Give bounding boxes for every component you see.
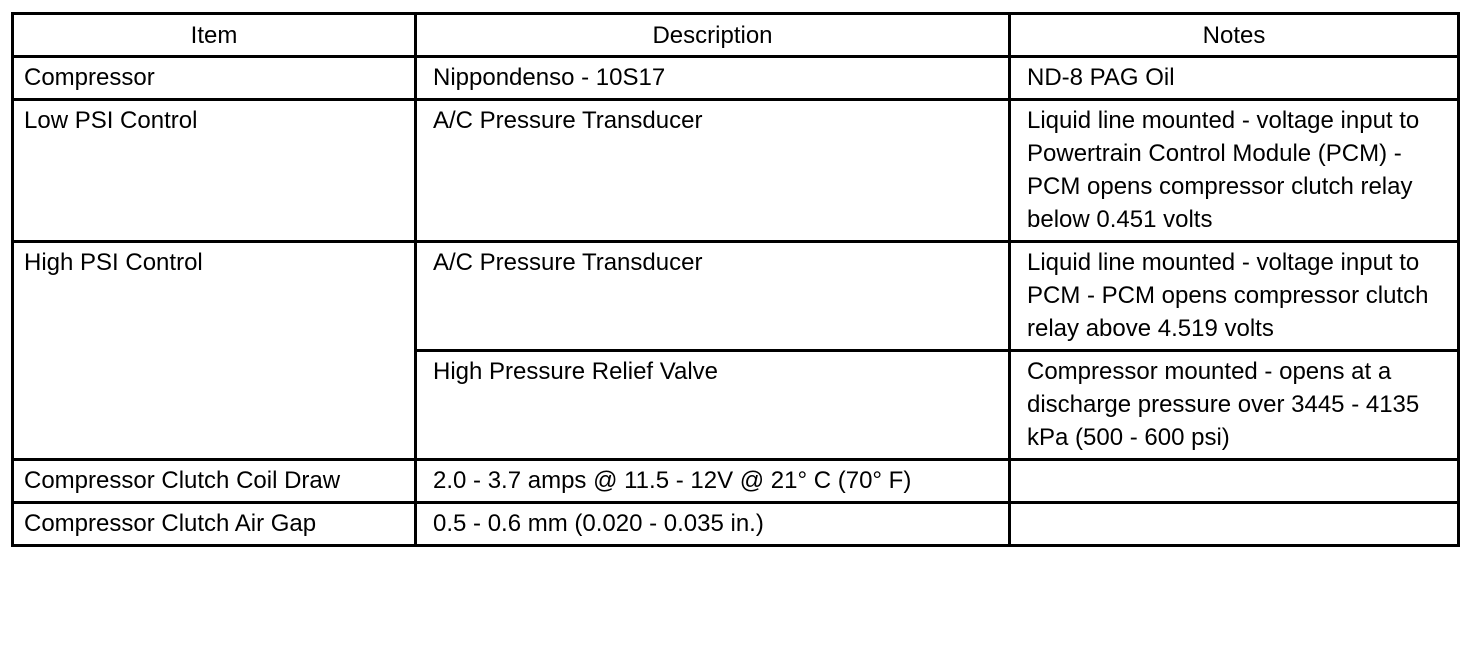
notes-cell: Compressor mounted - opens at a discharge pressure over 3445 - 4135 kPa (500 - 600 psi) (1010, 351, 1459, 460)
description-cell: Nippondenso - 10S17 (416, 57, 1010, 100)
description-cell: 2.0 - 3.7 amps @ 11.5 - 12V @ 21° C (70° F) (416, 460, 1010, 503)
header-row (13, 14, 1459, 57)
table-row (13, 503, 1459, 546)
item-cell: Compressor Clutch Air Gap (13, 503, 416, 546)
table-row (13, 100, 1459, 242)
table-body (13, 57, 1459, 546)
notes-cell: Liquid line mounted - voltage input to Powertrain Control Module (PCM) - PCM opens compressor clutch relay below 0.451 volts (1010, 100, 1459, 242)
description-cell: High Pressure Relief Valve (416, 351, 1010, 460)
column-header-notes: Notes (1010, 14, 1459, 57)
description-cell: 0.5 - 0.6 mm (0.020 - 0.035 in.) (416, 503, 1010, 546)
column-header-description: Description (416, 14, 1010, 57)
table-row (13, 57, 1459, 100)
column-header-item: Item (13, 14, 416, 57)
notes-cell (1010, 503, 1459, 546)
table-row (13, 460, 1459, 503)
table-header (13, 14, 1459, 57)
description-cell: A/C Pressure Transducer (416, 100, 1010, 242)
item-cell: Low PSI Control (13, 100, 416, 242)
item-cell: Compressor (13, 57, 416, 100)
description-cell: A/C Pressure Transducer (416, 242, 1010, 351)
item-cell: High PSI Control (13, 242, 416, 460)
item-cell: Compressor Clutch Coil Draw (13, 460, 416, 503)
table-row (13, 242, 1459, 351)
notes-cell: Liquid line mounted - voltage input to PCM - PCM opens compressor clutch relay above 4.519 volts (1010, 242, 1459, 351)
notes-cell (1010, 460, 1459, 503)
notes-cell: ND-8 PAG Oil (1010, 57, 1459, 100)
specifications-table (11, 12, 1460, 547)
